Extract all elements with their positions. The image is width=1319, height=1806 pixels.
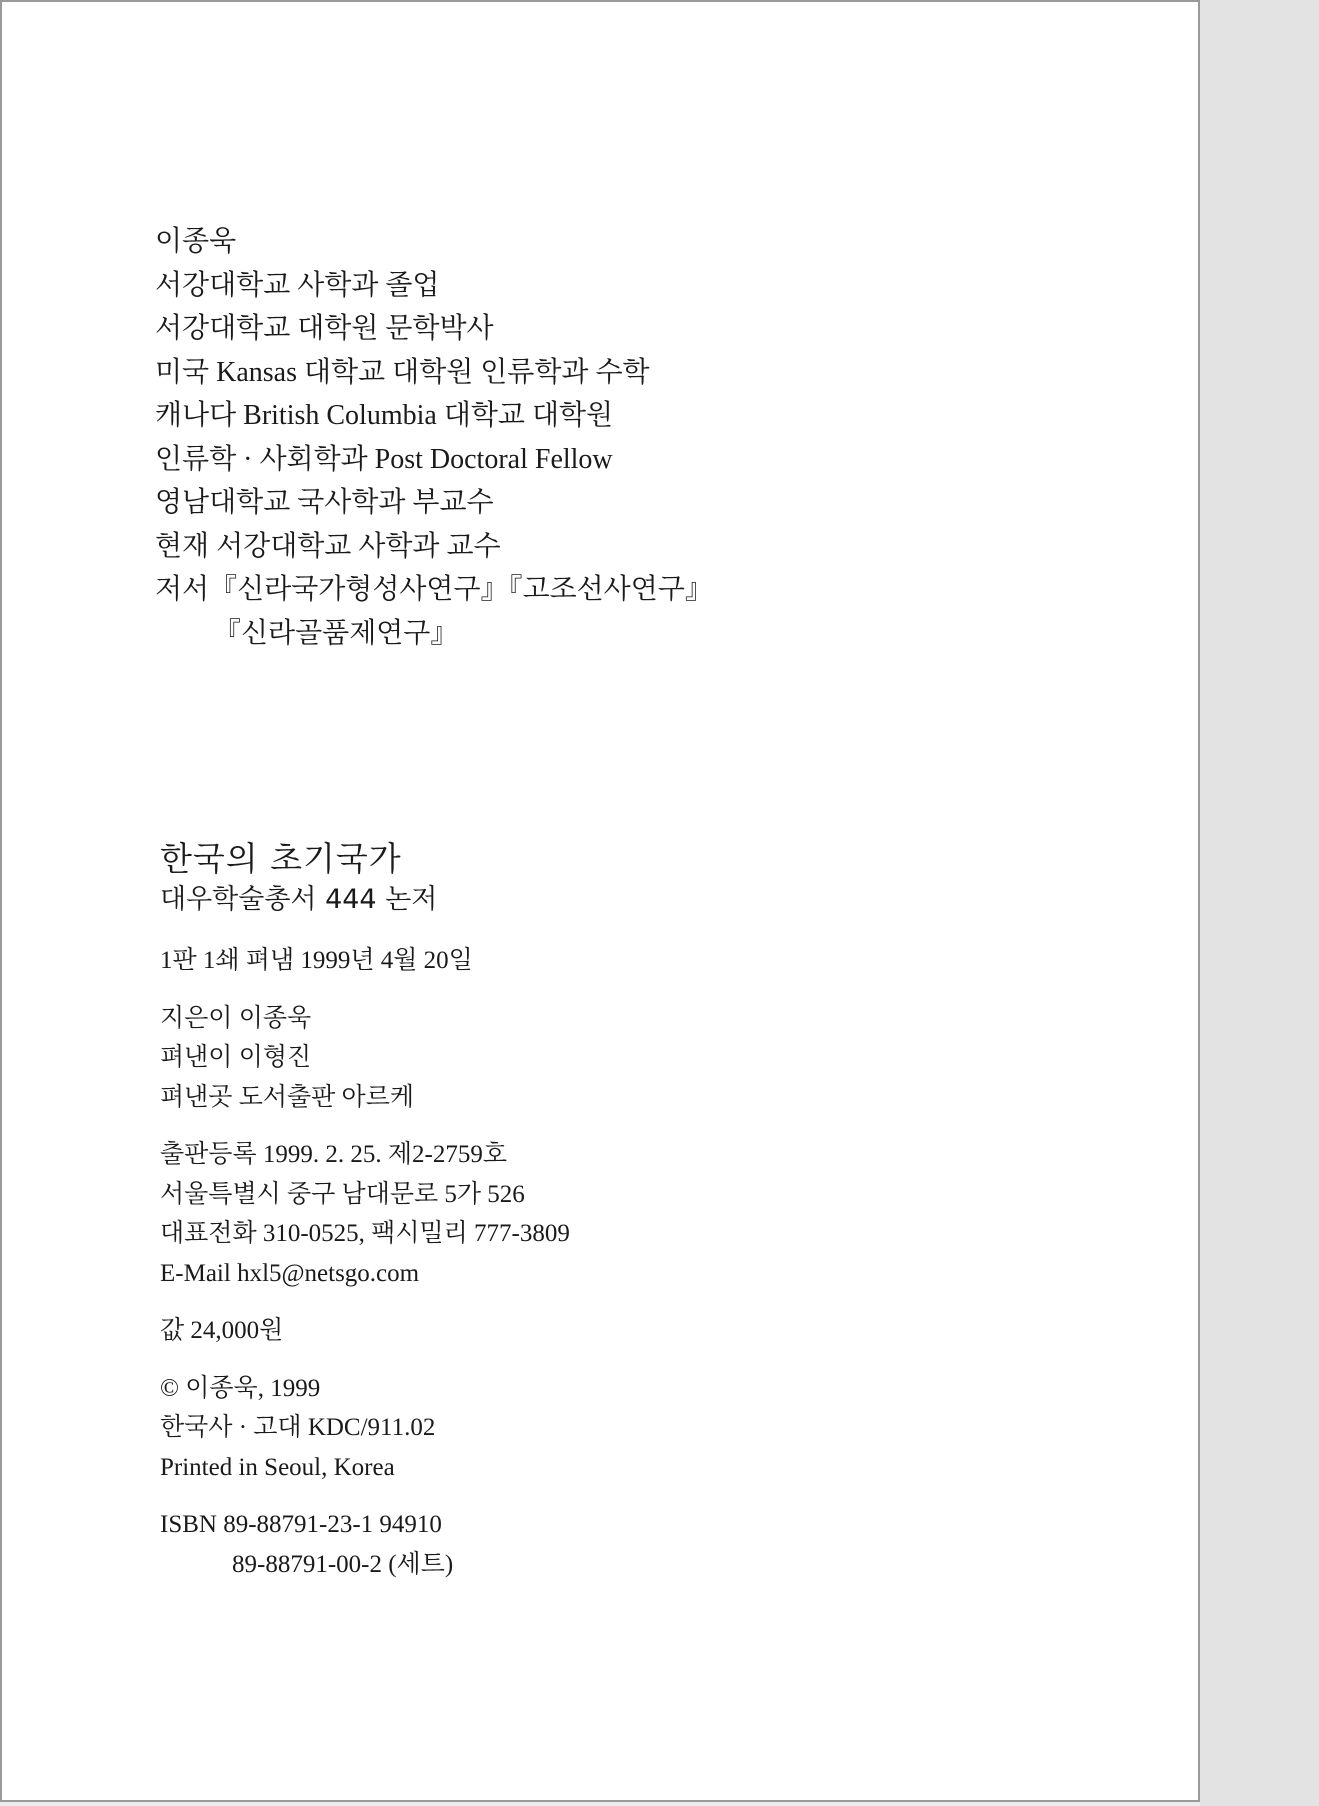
series-name: 대우학술총서 444 논저 <box>160 884 438 915</box>
email: E-Mail hxl5@netsgo.com <box>160 1259 420 1287</box>
bio-line: 서강대학교 사학과 졸업 <box>155 269 440 301</box>
bio-line: 『신라골품제연구』 <box>213 617 459 649</box>
bio-line: 캐나다 British Columbia 대학교 대학원 <box>155 400 614 431</box>
phone-fax: 대표전화 310-0525, 팩시밀리 777-3809 <box>160 1220 570 1247</box>
author-name: 이종욱 <box>155 226 237 257</box>
bio-line: 저서『신라국가형성사연구』『고조선사연구』 <box>155 574 713 605</box>
bio-line: 미국 Kansas 대학교 대학원 인류학과 수학 <box>155 356 650 388</box>
bio-line: 현재 서강대학교 사학과 교수 <box>155 530 501 562</box>
book-title: 한국의 초기국가 <box>160 839 402 878</box>
copyright: © 이종욱, 1999 <box>160 1374 321 1402</box>
price: 값 24,000원 <box>160 1317 284 1344</box>
printed-in: Printed in Seoul, Korea <box>160 1453 395 1481</box>
publisher-name: 펴낸곳 도서출판 아르케 <box>160 1083 415 1111</box>
edition-date: 1판 1쇄 펴냄 1999년 4월 20일 <box>160 947 473 974</box>
registration: 출판등록 1999. 2. 25. 제2-2759호 <box>160 1141 507 1168</box>
isbn-set: 89-88791-00-2 (세트) <box>232 1550 454 1578</box>
isbn-primary: ISBN 89-88791-23-1 94910 <box>160 1511 442 1538</box>
bio-line: 인류학 · 사회학과 Post Doctoral Fellow <box>155 443 613 475</box>
viewer-background <box>1200 0 1319 1806</box>
publisher-person: 펴낸이 이형진 <box>160 1044 312 1071</box>
classification: 한국사 · 고대 KDC/911.02 <box>160 1414 436 1441</box>
author-credit: 지은이 이종욱 <box>160 1004 312 1032</box>
colophon <box>160 837 880 1584</box>
bio-line: 서강대학교 대학원 문학박사 <box>155 313 494 344</box>
bio-line: 영남대학교 국사학과 부교수 <box>155 487 494 518</box>
address: 서울특별시 중구 남대문로 5가 526 <box>160 1180 525 1208</box>
author-biography <box>155 220 915 655</box>
